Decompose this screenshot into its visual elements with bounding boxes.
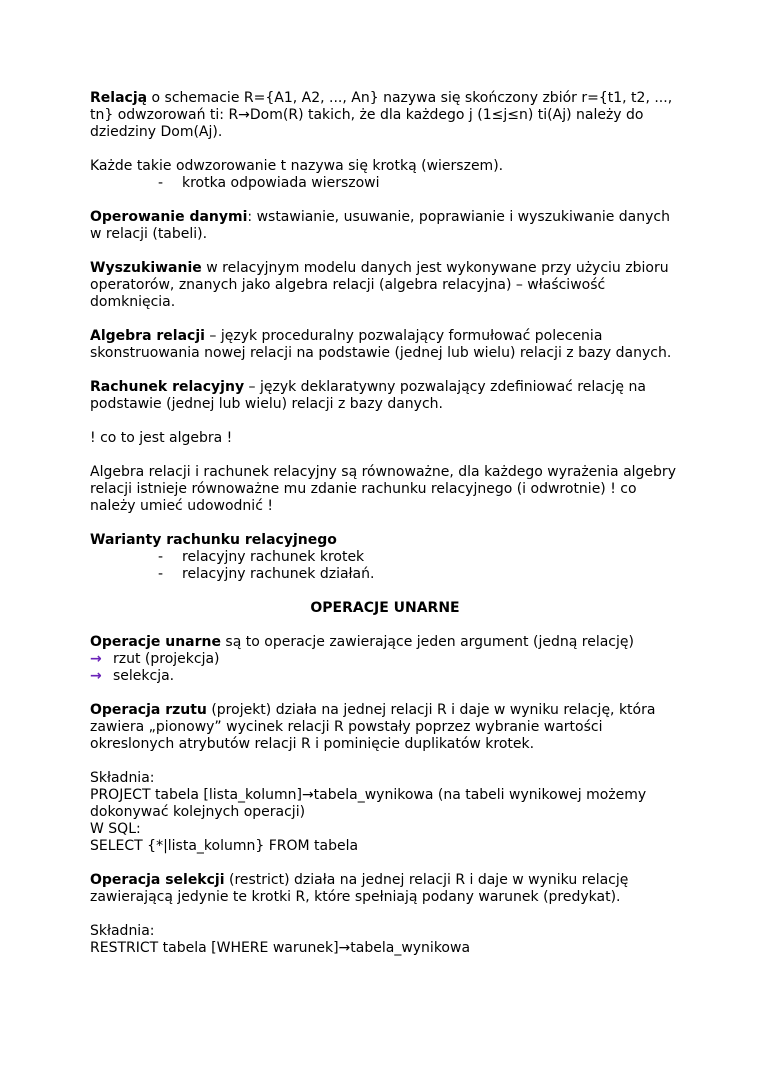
tuple-paragraph: Każde takie odwzorowanie t nazywa się krotką (wierszem). [90, 158, 504, 174]
list-item: - relacyjny rachunek krotek [158, 549, 365, 565]
arrow-bullet-icon: → [90, 668, 102, 684]
sql-syntax-line: SELECT {*|lista_kolumn} FROM tabela [90, 838, 359, 854]
term-relation: Relacją [90, 90, 148, 106]
relation-definition-paragraph [90, 90, 680, 141]
selection-syntax-label: Składnia: [90, 923, 155, 939]
relational-algebra-paragraph: Algebra relacji – język proceduralny pozwalający formułować polecenia skonstruowania nowej relacji na podstawie (jednej lub wielu) relacji z bazy danych. [90, 328, 672, 361]
dash-bullet: - [158, 175, 164, 191]
calculus-variants-heading: Warianty rachunku relacyjnego [90, 532, 337, 548]
term-search: Wyszukiwanie [90, 260, 202, 276]
data-operations-paragraph: Operowanie danymi: wstawianie, usuwanie, poprawianie i wyszukiwanie danych w relacji (tabeli). [90, 209, 670, 242]
sql-label: W SQL: [90, 821, 141, 837]
list-item: - krotka odpowiada wierszowi [158, 175, 380, 191]
list-item: → selekcja. [90, 668, 175, 684]
projection-syntax-line: PROJECT tabela [lista_kolumn]→tabela_wynikowa (na tabeli wynikowej możemy dokonywać kolejnych operacji) [90, 787, 647, 820]
term-relational-algebra: Algebra relacji [90, 328, 205, 344]
term-relational-calculus: Rachunek relacyjny [90, 379, 245, 395]
note-paragraph: ! co to jest algebra ! [90, 430, 233, 446]
relational-calculus-paragraph: Rachunek relacyjny – język deklaratywny pozwalający zdefiniować relację na podstawie (jednej lub wielu) relacji z bazy danych. [90, 379, 646, 412]
section-heading: OPERACJE UNARNE [310, 600, 460, 616]
relation-definition-text: o schemacie R={A1, A2, ..., An} nazywa się skończony zbiór r={t1, t2, ..., tn} odwzorowań ti: R→Dom(R) takich, że dla każdego j (1≤j≤n) ti(Aj) należy do dziedziny Dom(Aj). [90, 90, 673, 140]
projection-paragraph: Operacja rzutu (projekt) działa na jednej relacji R i daje w wyniku relację, która zawiera „pionowy” wycinek relacji R powstały poprzez wybranie wartości okreslonych atrybutów relacji R i pominięcie duplikatów krotek. [90, 702, 656, 752]
equivalence-paragraph: Algebra relacji i rachunek relacyjny są równoważne, dla każdego wyrażenia algebry relacji istnieje równoważne mu zdanie rachunku relacyjnego (i odwrotnie) ! co należy umieć udowodnić ! [90, 464, 676, 514]
list-item: → rzut (projekcja) [90, 651, 220, 667]
arrow-bullet-icon: → [90, 651, 102, 667]
term-projection: Operacja rzutu [90, 702, 207, 718]
search-paragraph: Wyszukiwanie w relacyjnym modelu danych jest wykonywane przy użyciu zbioru operatorów, znanych jako algebra relacji (algebra relacyjna) – właściwość domknięcia. [90, 260, 669, 310]
selection-paragraph: Operacja selekcji (restrict) działa na jednej relacji R i daje w wyniku relację zawierającą jedynie te krotki R, które spełniają podany warunek (predykat). [90, 872, 629, 905]
unary-operations-paragraph: Operacje unarne są to operacje zawierające jeden argument (jedną relację) [90, 634, 634, 650]
selection-syntax-line: RESTRICT tabela [WHERE warunek]→tabela_wynikowa [90, 940, 471, 956]
document-page [90, 90, 680, 957]
term-selection: Operacja selekcji [90, 872, 225, 888]
projection-syntax-label: Składnia: [90, 770, 155, 786]
dash-bullet: - [158, 549, 164, 565]
term-data-operations: Operowanie danymi [90, 209, 248, 225]
term-unary-operations: Operacje unarne [90, 634, 221, 650]
dash-bullet: - [158, 566, 164, 582]
list-item: - relacyjny rachunek działań. [158, 566, 375, 582]
